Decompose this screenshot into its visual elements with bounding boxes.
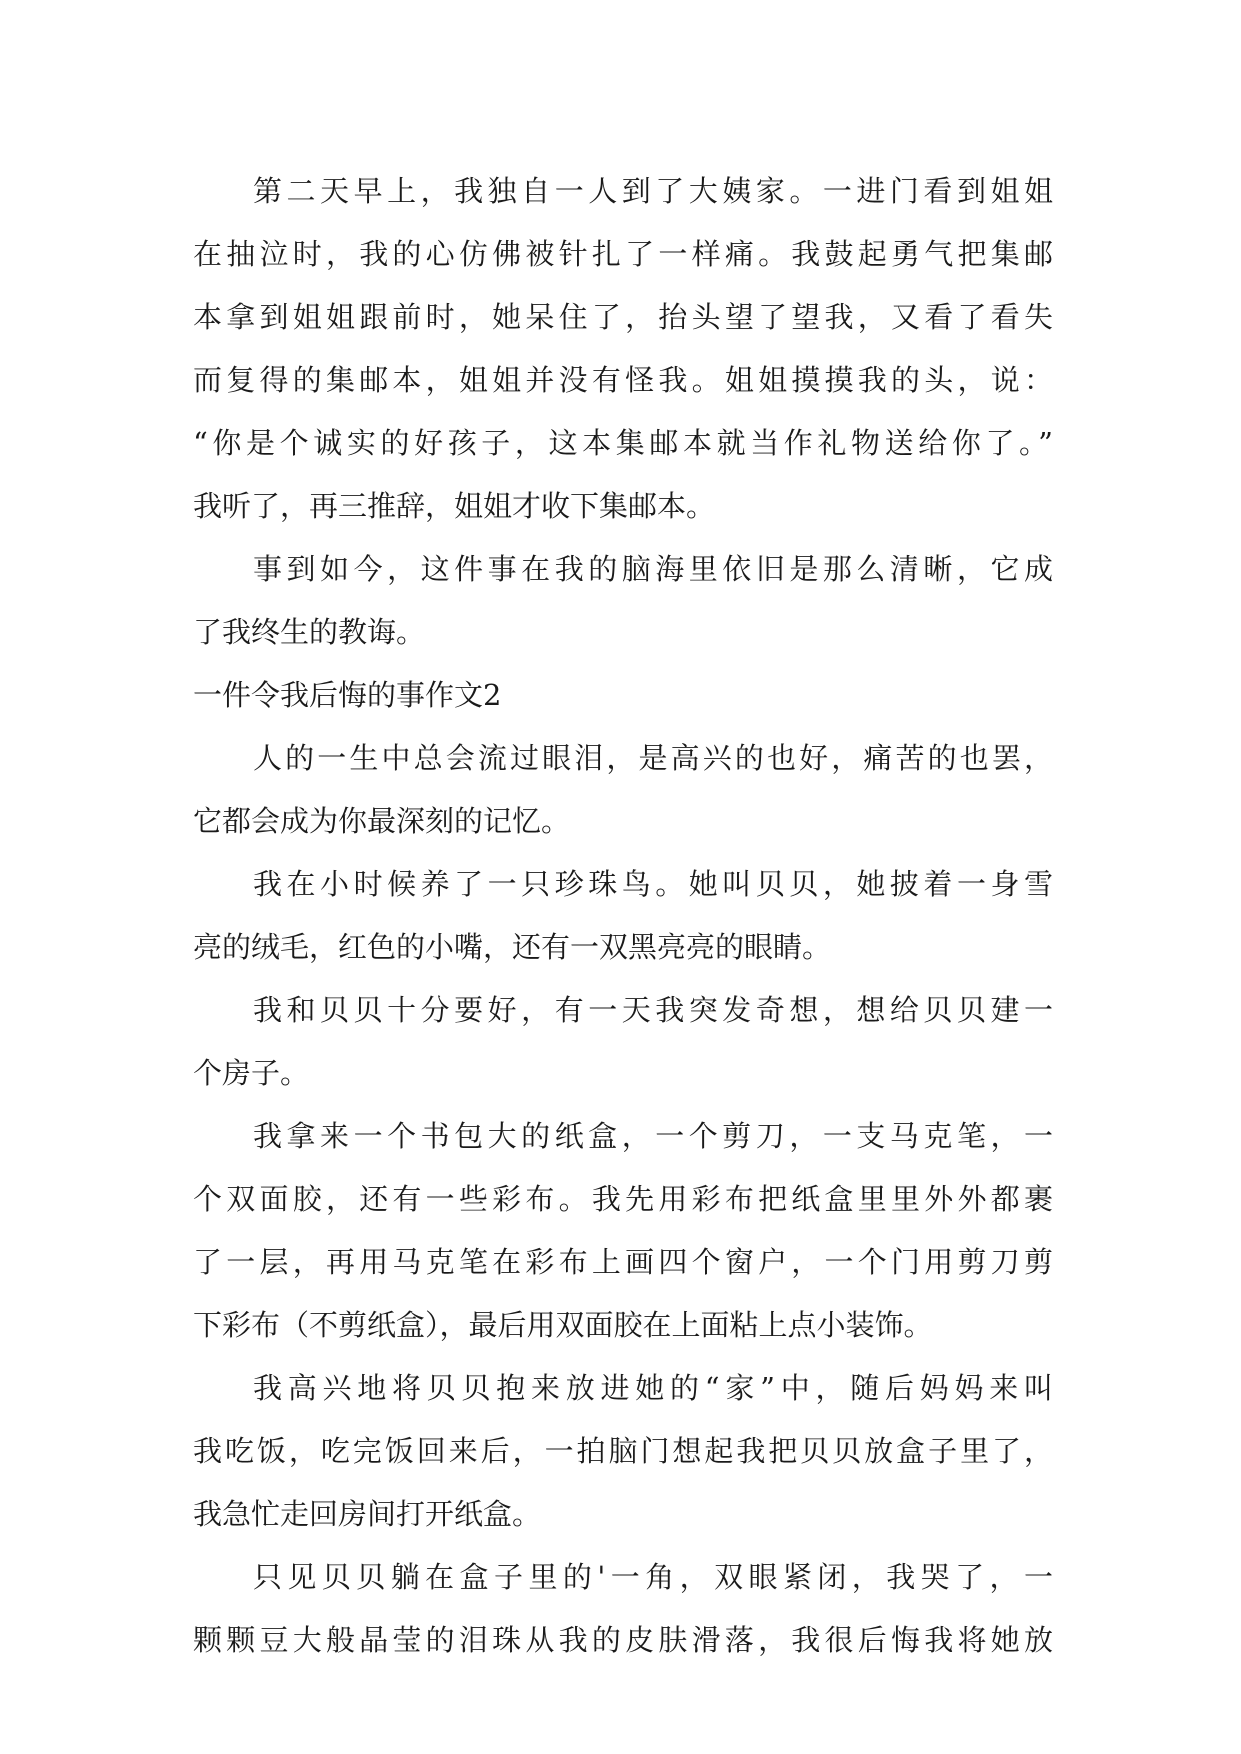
text-line: 颗颗豆大般晶莹的泪珠从我的皮肤滑落，我很后悔我将她放: [193, 1623, 1053, 1657]
text-line: 人的一生中总会流过眼泪，是高兴的也好，痛苦的也罢，: [253, 741, 1053, 775]
paragraph: [193, 1105, 1053, 1357]
text-line: 事到如今，这件事在我的脑海里依旧是那么清晰，它成: [253, 552, 1053, 586]
text-line: 下彩布（不剪纸盒），最后用双面胶在上面粘上点小装饰。: [193, 1308, 933, 1342]
text-line: 个双面胶，还有一些彩布。我先用彩布把纸盒里里外外都裹: [193, 1182, 1053, 1216]
paragraph: [193, 853, 1053, 979]
text-line: “你是个诚实的好孩子，这本集邮本就当作礼物送给你了。”: [193, 426, 1053, 460]
text-line: 了一层，再用马克笔在彩布上画四个窗户，一个门用剪刀剪: [193, 1245, 1053, 1279]
text-line: 个房子。: [193, 1056, 310, 1090]
text-line: 我急忙走回房间打开纸盒。: [193, 1497, 542, 1531]
text-line: 我吃饭，吃完饭回来后，一拍脑门想起我把贝贝放盒子里了，: [193, 1434, 1053, 1468]
text-line: 我高兴地将贝贝抱来放进她的“家”中，随后妈妈来叫: [253, 1371, 1053, 1405]
text-line: 亮的绒毛，红色的小嘴，还有一双黑亮亮的眼睛。: [193, 930, 832, 964]
text-line: 第二天早上，我独自一人到了大姨家。一进门看到姐姐: [253, 174, 1053, 208]
section-heading: 一件令我后悔的事作文2: [193, 678, 502, 712]
paragraph: [193, 1357, 1053, 1546]
paragraph: [193, 538, 1053, 664]
text-line: 它都会成为你最深刻的记忆。: [193, 804, 571, 838]
text-line: 而复得的集邮本，姐姐并没有怪我。姐姐摸摸我的头，说：: [193, 363, 1053, 397]
text-line: 我和贝贝十分要好，有一天我突发奇想，想给贝贝建一: [253, 993, 1053, 1027]
paragraph: [193, 160, 1053, 538]
paragraph: [193, 979, 1053, 1105]
text-line: 我拿来一个书包大的纸盒，一个剪刀，一支马克笔，一: [253, 1119, 1053, 1153]
text-line: 我在小时候养了一只珍珠鸟。她叫贝贝，她披着一身雪: [253, 867, 1053, 901]
text-line: 只见贝贝躺在盒子里的'一角，双眼紧闭，我哭了，一: [253, 1560, 1053, 1594]
text-line: 本拿到姐姐跟前时，她呆住了，抬头望了望我，又看了看失: [193, 300, 1053, 334]
text-line: 了我终生的教诲。: [193, 615, 426, 649]
text-line: 在抽泣时，我的心仿佛被针扎了一样痛。我鼓起勇气把集邮: [193, 237, 1053, 271]
paragraph: [193, 727, 1053, 853]
text-line: 我听了，再三推辞，姐姐才收下集邮本。: [193, 489, 716, 523]
document-body: [193, 160, 1053, 1672]
paragraph: [193, 1546, 1053, 1672]
